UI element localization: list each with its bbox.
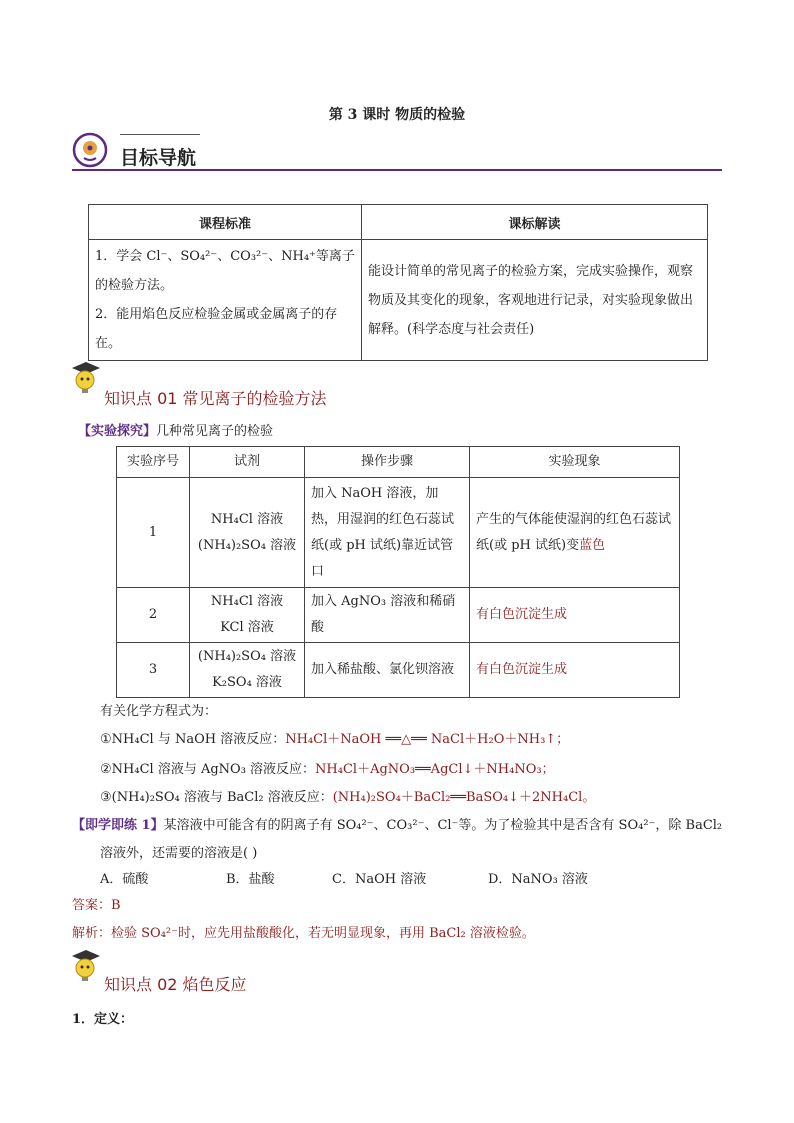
practice-question-text: 某溶液中可能含有的阴离子有 SO₄²⁻、CO₃²⁻、Cl⁻等。为了检验其中是否含有 SO₄²⁻，除 BaCl₂ <box>163 818 723 833</box>
nav-overline <box>120 134 200 135</box>
option-d: D．NaNO₃ 溶液 <box>488 872 588 887</box>
analysis-text: 检验 SO₄²⁻时，应先用盐酸酸化，若无明显现象，再用 BaCl₂ 溶液检验。 <box>111 926 535 941</box>
equation-2 <box>100 758 555 777</box>
result-text: 产生的气体能使湿润的红色石蕊试纸(或 pH 试纸)变 <box>476 511 672 553</box>
reagent-line: NH₄Cl 溶液 <box>210 511 284 527</box>
exp-result: 有白色沉淀生成 <box>470 588 680 643</box>
exp-header-step: 操作步骤 <box>305 447 470 478</box>
exp-result <box>470 478 680 588</box>
nav-underline <box>72 169 722 171</box>
practice-tag: 【即学即练 1】 <box>72 818 164 833</box>
experiment-label <box>78 420 273 439</box>
experiment-table <box>116 446 680 698</box>
exp-reagent <box>190 478 305 588</box>
equation-text: NH₄Cl＋AgNO₃══AgCl↓＋NH₄NO₃； <box>315 762 555 777</box>
equation-text: (NH₄)₂SO₄＋BaCl₂══BaSO₄↓＋2NH₄Cl。 <box>332 790 596 805</box>
equation-3 <box>100 786 595 805</box>
standards-header-right: 课标解读 <box>362 205 708 240</box>
result-highlight: 蓝色 <box>579 537 606 553</box>
knowledge-point-2-title: 知识点 02 焰色反应 <box>104 975 247 994</box>
standards-table <box>88 204 708 361</box>
standards-header-left: 课程标准 <box>89 205 362 240</box>
equation-1 <box>100 728 569 747</box>
experiment-text: 几种常见离子的检验 <box>156 424 274 439</box>
answer-value: B <box>111 898 121 913</box>
exp-no: 2 <box>117 588 190 643</box>
scholar-bulb-icon <box>68 948 102 982</box>
exp-reagent <box>190 643 305 698</box>
exp-no: 1 <box>117 478 190 588</box>
exp-result: 有白色沉淀生成 <box>470 643 680 698</box>
standard-item: 1．学会 Cl⁻、SO₄²⁻、CO₃²⁻、NH₄⁺等离子的检验方法。 <box>95 249 355 293</box>
exp-header-reagent: 试剂 <box>190 447 305 478</box>
table-row <box>117 643 680 698</box>
reagent-line: (NH₄)₂SO₄ 溶液 <box>197 649 297 664</box>
exp-step: 加入 NaOH 溶液，加热，用湿润的红色石蕊试纸(或 pH 试纸)靠近试管口 <box>305 478 470 588</box>
reagent-line: K₂SO₄ 溶液 <box>212 675 282 690</box>
option-b: B．盐酸 <box>226 872 275 887</box>
exp-no: 3 <box>117 643 190 698</box>
table-row <box>117 588 680 643</box>
table-row <box>117 478 680 588</box>
practice-question-cont: 溶液外，还需要的溶液是( ) <box>100 846 258 861</box>
exp-header-no: 实验序号 <box>117 447 190 478</box>
equation-label: ①NH₄Cl 与 NaOH 溶液反应： <box>100 732 286 747</box>
equation-label: ③(NH₄)₂SO₄ 溶液与 BaCl₂ 溶液反应： <box>100 790 333 805</box>
exp-step: 加入 AgNO₃ 溶液和稀硝酸 <box>305 588 470 643</box>
nav-heading: 目标导航 <box>120 147 197 169</box>
reagent-line: NH₄Cl 溶液 <box>210 594 284 609</box>
answer-label: 答案： <box>72 898 112 913</box>
head-gear-icon <box>72 132 108 168</box>
option-c: C．NaOH 溶液 <box>332 872 427 887</box>
equation-text: NH₄Cl＋NaOH ══△══ NaCl＋H₂O＋NH₃↑； <box>285 732 570 747</box>
standards-left-cell <box>89 240 362 361</box>
exp-reagent <box>190 588 305 643</box>
equation-label: ②NH₄Cl 溶液与 AgNO₃ 溶液反应： <box>100 762 316 777</box>
definition-heading: 1．定义： <box>72 1012 134 1027</box>
equations-intro: 有关化学方程式为： <box>100 704 218 719</box>
standards-right-cell: 能设计简单的常见离子的检验方案，完成实验操作，观察物质及其变化的现象，客观地进行记录，对实验现象做出解释。(科学态度与社会责任) <box>362 240 708 361</box>
experiment-tag: 【实验探究】 <box>78 424 157 439</box>
standard-item: 2．能用焰色反应检验金属或金属离子的存在。 <box>95 307 338 351</box>
option-a: A．硫酸 <box>100 872 149 887</box>
reagent-line: (NH₄)₂SO₄ 溶液 <box>197 537 297 553</box>
analysis-label: 解析： <box>72 926 112 941</box>
knowledge-point-1-title: 知识点 01 常见离子的检验方法 <box>104 389 327 408</box>
analysis <box>72 922 535 941</box>
scholar-bulb-icon <box>68 360 102 394</box>
answer <box>72 894 121 913</box>
exp-step: 加入稀盐酸、氯化钡溶液 <box>305 643 470 698</box>
exp-header-result: 实验现象 <box>470 447 680 478</box>
page-title: 第 3 课时 物质的检验 <box>328 107 466 123</box>
reagent-line: KCl 溶液 <box>220 620 274 635</box>
practice-question <box>72 814 722 833</box>
